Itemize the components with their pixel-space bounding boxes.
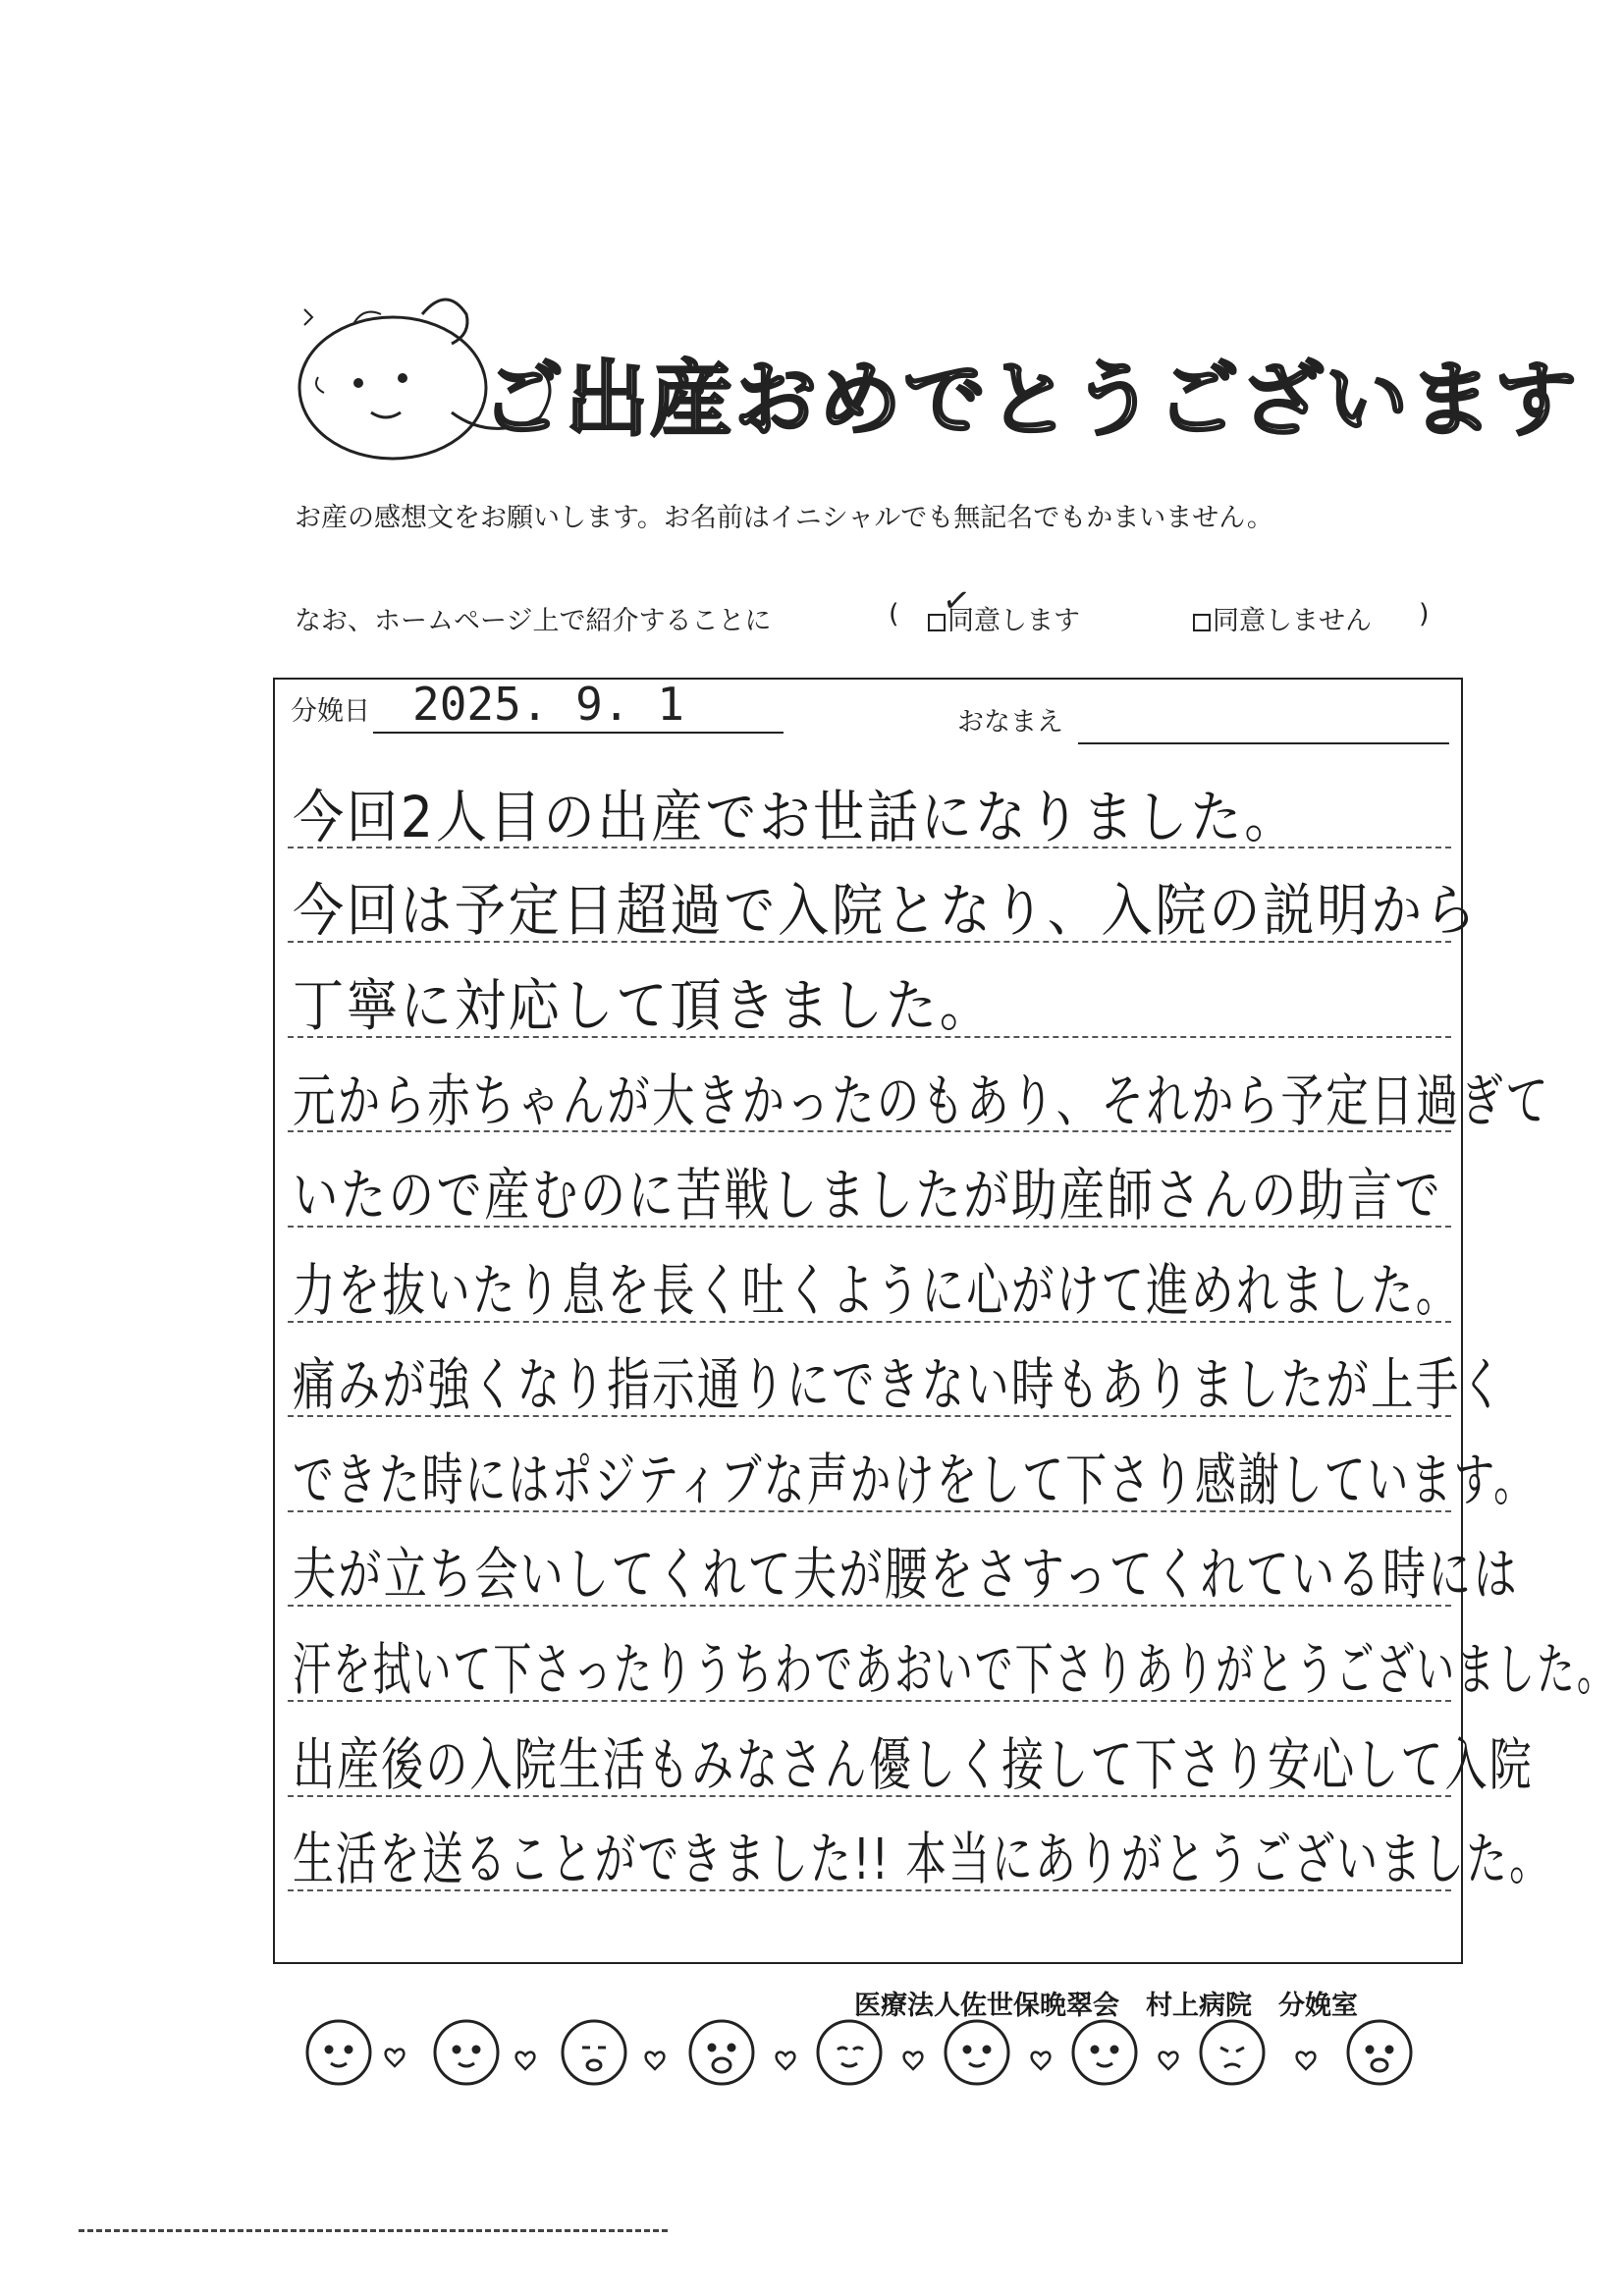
date-label: 分娩日 xyxy=(291,696,370,727)
date-field[interactable]: 2025. 9. 1 xyxy=(412,678,684,731)
instruction-text: お産の感想文をお願いします。お名前はイニシャルでも無記名でもかまいません。 xyxy=(295,503,1273,533)
checkmark-icon: ✓ xyxy=(940,579,974,623)
comment-line: 出産後の入院生活もみなさん優しく接して下さり安心して入院 xyxy=(293,1731,1534,1798)
consent-open-paren: ( xyxy=(889,599,899,629)
agree-label: 同意します xyxy=(947,606,1080,636)
comment-line: 汗を拭いて下さったりうちわであおいで下さりありがとうございました。 xyxy=(293,1636,1617,1703)
consent-disagree-option[interactable] xyxy=(1193,599,1372,637)
page-title: ご出産おめでとうございます xyxy=(481,352,1580,448)
scan-artifact-line xyxy=(79,2229,668,2232)
consent-question: なお、ホームページ上で紹介することに xyxy=(295,606,772,636)
consent-close-paren: ) xyxy=(1419,599,1430,629)
comment-line: 夫が立ち会いしてくれて夫が腰をさすってくれている時には xyxy=(293,1541,1520,1608)
date-underline xyxy=(373,732,784,734)
comment-line: いたので産むのに苦戦しましたが助産師さんの助言で xyxy=(293,1162,1443,1229)
comment-line: 丁寧に対応して頂きました。 xyxy=(293,972,994,1039)
comment-line: 痛みが強くなり指示通りにできない時もありましたが上手く xyxy=(293,1351,1506,1418)
organization-name: 医療法人佐世保晩翠会 村上病院 分娩室 xyxy=(854,1991,1358,2021)
disagree-checkbox[interactable] xyxy=(1193,614,1211,631)
baby-faces-icon xyxy=(290,2008,1448,2097)
name-label: おなまえ xyxy=(957,707,1063,738)
comment-line: 生活を送ることができました!! 本当にありがとうございました。 xyxy=(293,1826,1553,1892)
comment-line: できた時にはポジティブな声かけをして下さり感謝しています。 xyxy=(293,1447,1538,1513)
name-underline xyxy=(1078,742,1449,744)
comment-line: 力を抜いたり息を長く吐くように心がけて進めれました。 xyxy=(293,1257,1461,1324)
comment-line: 元から赤ちゃんが大きかったのもあり、それから予定日過ぎて xyxy=(293,1067,1551,1134)
comment-line: 今回は予定日超過で入院となり、入院の説明から xyxy=(293,877,1479,944)
comment-line: 今回2人目の出産でお世話になりました。 xyxy=(293,784,1299,850)
disagree-label: 同意しません xyxy=(1213,606,1372,636)
